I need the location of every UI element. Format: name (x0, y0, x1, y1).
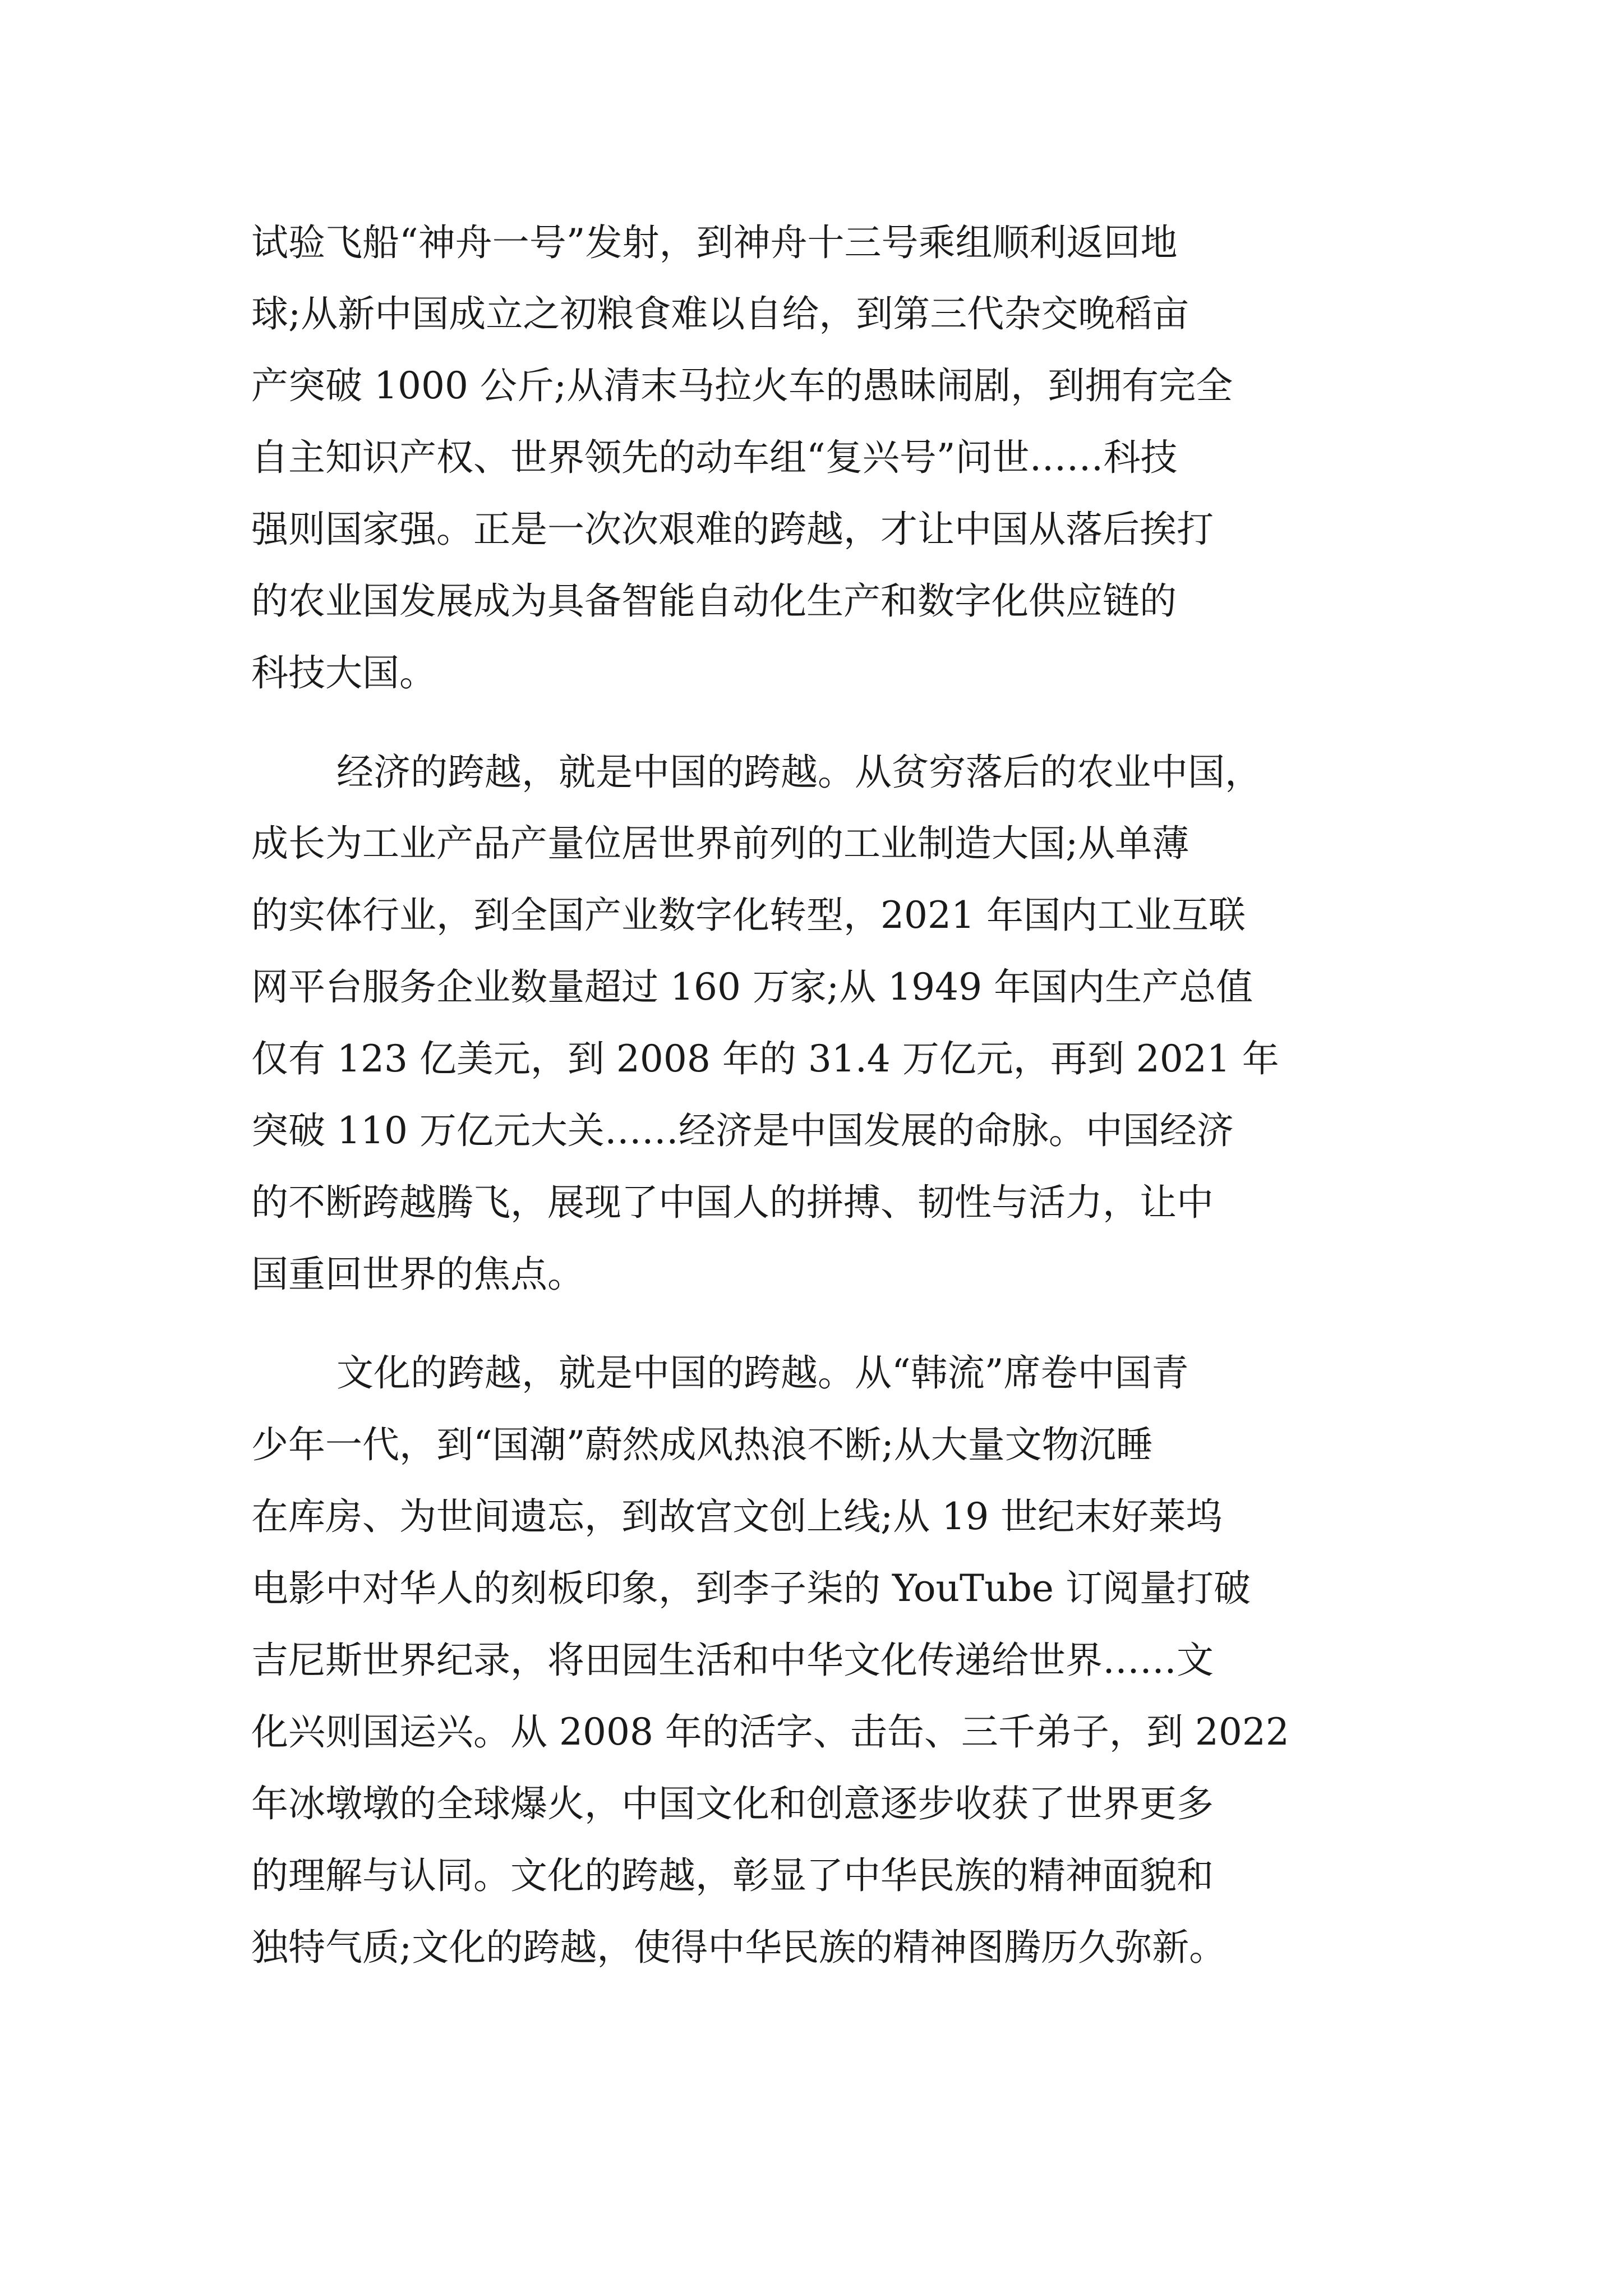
paragraph-2-line-7: 的不断跨越腾飞，展现了中国人的拼搏、韧性与活力，让中 (251, 1181, 1214, 1224)
paragraph-1-line-4: 自主知识产权、世界领先的动车组“复兴号”问世……科技 (251, 436, 1178, 479)
paragraph-2-line-2: 成长为工业产品产量位居世界前列的工业制造大国;从单薄 (251, 822, 1189, 865)
paragraph-2-line-8: 国重回世界的焦点。 (251, 1253, 584, 1296)
paragraph-2-line-5: 仅有 123 亿美元，到 2008 年的 31.4 万亿元，再到 2021 年 (251, 1037, 1279, 1080)
paragraph-2-line-3: 的实体行业，到全国产业数字化转型，2021 年国内工业互联 (251, 894, 1246, 937)
paragraph-1-line-3: 产突破 1000 公斤;从清末马拉火车的愚昧闹剧，到拥有完全 (251, 364, 1233, 407)
paragraph-3-line-8: 的理解与认同。文化的跨越，彰显了中华民族的精神面貌和 (251, 1854, 1214, 1897)
paragraph-3-line-6: 化兴则国运兴。从 2008 年的活字、击缶、三千弟子，到 2022 (251, 1710, 1289, 1754)
paragraph-3-line-5: 吉尼斯世界纪录，将田园生活和中华文化传递给世界……文 (251, 1639, 1214, 1682)
paragraph-1-line-1: 试验飞船“神舟一号”发射，到神舟十三号乘组顺利返回地 (251, 221, 1178, 264)
paragraph-3-line-4: 电影中对华人的刻板印象，到李子柒的 YouTube 订阅量打破 (251, 1567, 1251, 1610)
paragraph-1-line-5: 强则国家强。正是一次次艰难的跨越，才让中国从落后挨打 (251, 508, 1214, 551)
paragraph-3-line-7: 年冰墩墩的全球爆火，中国文化和创意逐步收获了世界更多 (251, 1782, 1214, 1825)
paragraph-1-line-7: 科技大国。 (251, 651, 436, 694)
paragraph-3-line-9: 独特气质;文化的跨越，使得中华民族的精神图腾历久弥新。 (251, 1926, 1227, 1969)
paragraph-1-line-2: 球;从新中国成立之初粮食难以自给，到第三代杂交晚稻亩 (251, 292, 1189, 335)
paragraph-1-line-6: 的农业国发展成为具备智能自动化生产和数字化供应链的 (251, 579, 1177, 623)
paragraph-3-line-1: 文化的跨越，就是中国的跨越。从“韩流”席卷中国青 (336, 1351, 1189, 1395)
paragraph-2-line-6: 突破 110 万亿元大关……经济是中国发展的命脉。中国经济 (251, 1109, 1234, 1152)
paragraph-2-line-1: 经济的跨越，就是中国的跨越。从贫穷落后的农业中国， (336, 751, 1262, 794)
paragraph-2-line-4: 网平台服务企业数量超过 160 万家;从 1949 年国内生产总值 (251, 965, 1253, 1009)
paragraph-3-line-3: 在库房、为世间遗忘，到故宫文创上线;从 19 世纪末好莱坞 (251, 1495, 1223, 1538)
paragraph-3-line-2: 少年一代，到“国潮”蔚然成风热浪不断;从大量文物沉睡 (251, 1423, 1153, 1466)
